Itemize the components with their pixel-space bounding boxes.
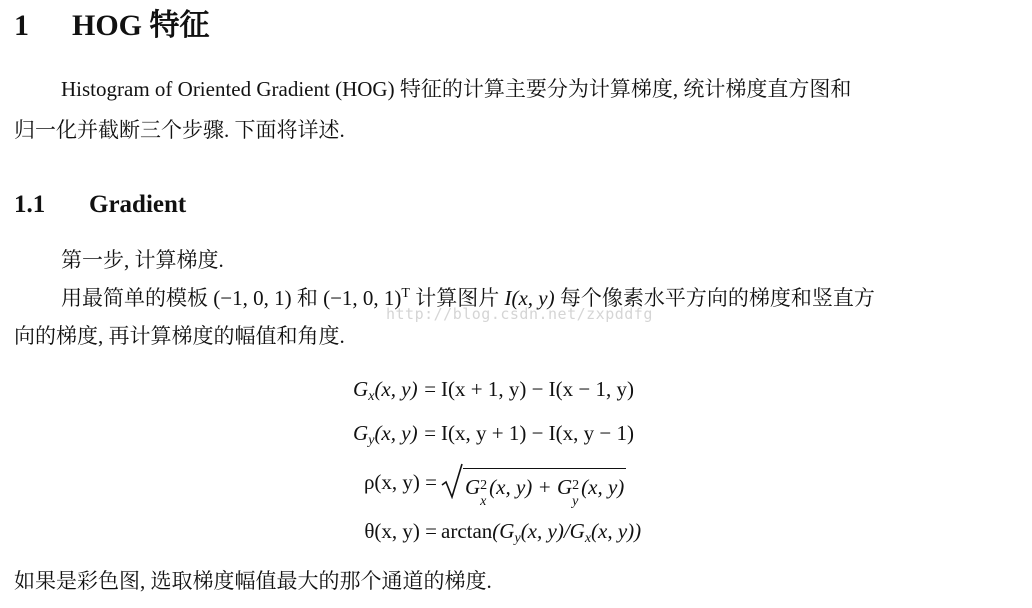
theta-part-c: (x, y)) <box>591 519 642 543</box>
equation-rho-lhs: ρ(x, y) = <box>363 470 437 494</box>
subsection-number: 1.1 <box>14 191 46 218</box>
step-line-3: 向的梯度, 再计算梯度的幅值和角度. <box>14 324 345 348</box>
rho-end: (x, y) <box>581 475 625 499</box>
gx-subscript: x <box>368 389 375 404</box>
equation-theta-rhs <box>441 517 641 545</box>
theta-sub-a: y <box>514 531 521 546</box>
rho-scripts-1 <box>480 478 489 509</box>
arctan-function: arctan <box>441 519 493 543</box>
gy-subscript: y <box>368 433 375 448</box>
rho-scripts-2 <box>572 478 581 509</box>
gx-symbol: G <box>353 377 369 401</box>
equation-theta-lhs: θ(x, y) = <box>364 519 437 543</box>
equation-gx-rhs: I(x + 1, y) − I(x − 1, y) <box>441 377 634 401</box>
intro-line-2: 归一化并截断三个步骤. 下面将详述. <box>14 118 345 142</box>
equation-gx-lhs <box>353 375 437 403</box>
section-number: 1 <box>14 9 29 42</box>
intro-line-1: Histogram of Oriented Gradient (HOG) 特征的计算主要分为计算梯度, 统计梯度直方图和 <box>61 77 852 101</box>
rho-g1: G <box>465 475 481 499</box>
subsection-title: Gradient <box>89 191 187 218</box>
section-title: HOG 特征 <box>72 9 210 42</box>
theta-part-a: (G <box>492 519 515 543</box>
rho-sup-2: 2 <box>572 478 580 493</box>
rho-mid: (x, y) + <box>489 475 557 499</box>
equation-gy-rhs: I(x, y + 1) − I(x, y − 1) <box>441 421 634 445</box>
theta-part-b: (x, y)/G <box>520 519 585 543</box>
closing-sentence: 如果是彩色图, 选取梯度幅值最大的那个通道的梯度. <box>14 569 492 593</box>
equation-gy-lhs <box>353 419 437 447</box>
rho-sub-2: y <box>572 494 579 509</box>
gy-args: (x, y) = <box>374 421 437 445</box>
rho-sup-1: 2 <box>480 478 488 493</box>
rho-g2: G <box>556 475 573 499</box>
equation-rho-rhs <box>441 468 626 509</box>
radicand <box>463 468 626 509</box>
gx-args: (x, y) = <box>374 377 437 401</box>
gy-symbol: G <box>353 421 369 445</box>
theta-sub-b: x <box>584 531 592 546</box>
image-function: I(x, y) <box>504 286 555 310</box>
watermark: http://blog.csdn.net/zxpddfg <box>386 305 653 323</box>
step-line-1: 第一步, 计算梯度. <box>61 248 224 272</box>
step-line-2-part-b: 计算图片 <box>409 286 505 310</box>
square-root <box>441 468 626 509</box>
rho-sub-1: x <box>480 494 487 509</box>
step-line-2-part-c: 每个像素水平方向的梯度和竖直方 <box>554 286 875 310</box>
radical-sign-icon <box>441 463 463 499</box>
step-line-2-part-a: 用最简单的模板 (−1, 0, 1) 和 (−1, 0, 1) <box>61 286 402 310</box>
transpose-superscript: T <box>401 286 410 301</box>
